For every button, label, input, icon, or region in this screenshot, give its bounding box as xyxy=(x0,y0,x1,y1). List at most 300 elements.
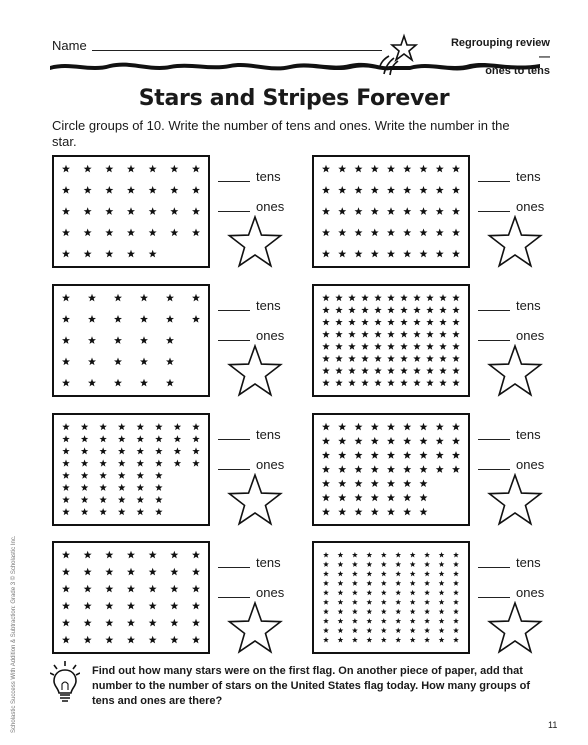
star-mark xyxy=(395,599,401,604)
star-mark xyxy=(403,423,411,431)
star-mark xyxy=(322,186,330,194)
star-mark xyxy=(62,602,70,610)
star-mark xyxy=(81,460,88,467)
star-mark xyxy=(371,229,379,237)
star-mark xyxy=(322,250,330,258)
star-mark xyxy=(387,294,394,301)
star-mark xyxy=(361,379,368,386)
star-mark xyxy=(137,484,144,491)
star-mark xyxy=(400,367,407,374)
star-mark xyxy=(453,571,459,576)
star-mark xyxy=(62,315,70,323)
star-mark xyxy=(413,331,420,338)
star-mark xyxy=(192,186,200,194)
star-mark xyxy=(62,207,70,215)
star-mark xyxy=(361,318,368,325)
star-mark xyxy=(436,165,444,173)
star-mark xyxy=(140,336,148,344)
star-mark xyxy=(99,447,106,454)
star-mark xyxy=(348,367,355,374)
star-mark xyxy=(322,465,330,473)
problem-6-stars xyxy=(314,415,468,524)
star-mark xyxy=(453,628,459,633)
star-mark xyxy=(387,423,395,431)
star-mark xyxy=(436,465,444,473)
star-mark xyxy=(166,315,174,323)
star-mark xyxy=(381,628,387,633)
star-mark xyxy=(62,472,69,479)
star-mark xyxy=(170,186,178,194)
star-mark xyxy=(62,496,69,503)
star-mark xyxy=(452,331,459,338)
star-mark xyxy=(323,618,329,623)
problem-5-tens-blank[interactable] xyxy=(218,439,250,440)
star-mark xyxy=(420,479,428,487)
star-outline-icon[interactable] xyxy=(486,215,544,269)
star-mark xyxy=(62,250,70,258)
star-mark xyxy=(439,637,445,642)
star-mark xyxy=(420,250,428,258)
star-mark xyxy=(355,423,363,431)
star-mark xyxy=(439,306,446,313)
problem-4-ones-label: ones xyxy=(516,328,545,343)
star-mark xyxy=(424,590,430,595)
problem-4-ones-blank[interactable] xyxy=(478,340,510,341)
star-mark xyxy=(400,306,407,313)
star-mark xyxy=(426,318,433,325)
star-mark xyxy=(381,599,387,604)
star-mark xyxy=(436,186,444,194)
star-mark xyxy=(374,343,381,350)
star-mark xyxy=(439,294,446,301)
star-mark xyxy=(140,294,148,302)
star-mark xyxy=(84,229,92,237)
problem-8-tens-blank[interactable] xyxy=(478,567,510,568)
star-mark xyxy=(453,599,459,604)
star-mark xyxy=(62,636,70,644)
problem-8-ones-blank[interactable] xyxy=(478,597,510,598)
star-mark xyxy=(192,602,200,610)
star-mark xyxy=(137,496,144,503)
problem-1-ones-blank[interactable] xyxy=(218,211,250,212)
star-mark xyxy=(170,602,178,610)
star-mark xyxy=(322,379,329,386)
star-mark xyxy=(452,423,460,431)
star-mark xyxy=(452,229,460,237)
star-mark xyxy=(352,599,358,604)
star-outline-icon[interactable] xyxy=(226,601,284,655)
star-mark xyxy=(439,355,446,362)
star-mark xyxy=(335,355,342,362)
star-mark xyxy=(403,451,411,459)
star-mark xyxy=(99,496,106,503)
problem-4-star-box[interactable] xyxy=(312,284,470,397)
star-mark xyxy=(192,636,200,644)
problem-1-star-box[interactable] xyxy=(52,155,210,268)
star-mark xyxy=(322,494,330,502)
star-mark xyxy=(410,628,416,633)
problem-2-ones-label: ones xyxy=(516,199,545,214)
star-mark xyxy=(420,437,428,445)
star-mark xyxy=(436,437,444,445)
star-mark xyxy=(149,585,157,593)
star-mark xyxy=(149,636,157,644)
star-mark xyxy=(410,552,416,557)
star-mark xyxy=(322,331,329,338)
star-mark xyxy=(114,379,122,387)
star-mark xyxy=(387,207,395,215)
name-line[interactable] xyxy=(92,50,382,51)
star-mark xyxy=(174,435,181,442)
star-mark xyxy=(192,294,200,302)
star-mark xyxy=(62,551,70,559)
star-mark xyxy=(140,315,148,323)
star-mark xyxy=(149,165,157,173)
star-mark xyxy=(424,628,430,633)
star-mark xyxy=(118,423,125,430)
problem-3-ones-label: ones xyxy=(256,328,285,343)
star-mark xyxy=(420,508,428,516)
star-mark xyxy=(371,437,379,445)
star-mark xyxy=(338,628,344,633)
star-mark xyxy=(413,294,420,301)
star-mark xyxy=(381,637,387,642)
star-mark xyxy=(118,472,125,479)
star-mark xyxy=(387,306,394,313)
star-mark xyxy=(338,618,344,623)
star-mark xyxy=(81,423,88,430)
star-mark xyxy=(62,508,69,515)
star-mark xyxy=(338,508,346,516)
star-mark xyxy=(155,460,162,467)
star-mark xyxy=(105,636,113,644)
star-mark xyxy=(439,343,446,350)
problem-6-star-box[interactable] xyxy=(312,413,470,526)
star-mark xyxy=(420,229,428,237)
star-mark xyxy=(348,306,355,313)
star-mark xyxy=(403,229,411,237)
star-mark xyxy=(395,561,401,566)
star-mark xyxy=(84,636,92,644)
star-mark xyxy=(374,331,381,338)
star-mark xyxy=(355,465,363,473)
star-mark xyxy=(387,331,394,338)
star-mark xyxy=(338,590,344,595)
star-mark xyxy=(403,494,411,502)
star-mark xyxy=(338,465,346,473)
star-mark xyxy=(127,619,135,627)
problem-4-tens-blank[interactable] xyxy=(478,310,510,311)
star-mark xyxy=(323,590,329,595)
star-mark xyxy=(387,229,395,237)
star-mark xyxy=(352,580,358,585)
star-mark xyxy=(413,306,420,313)
star-mark xyxy=(381,561,387,566)
problem-6-ones-blank[interactable] xyxy=(478,469,510,470)
star-outline-icon[interactable] xyxy=(226,344,284,398)
star-mark xyxy=(155,472,162,479)
star-mark xyxy=(400,294,407,301)
star-mark xyxy=(348,331,355,338)
star-mark xyxy=(439,552,445,557)
star-mark xyxy=(439,318,446,325)
star-mark xyxy=(400,331,407,338)
star-mark xyxy=(62,619,70,627)
star-outline-icon[interactable] xyxy=(486,601,544,655)
star-mark xyxy=(155,423,162,430)
problem-7-ones-label: ones xyxy=(256,585,285,600)
star-mark xyxy=(410,599,416,604)
star-mark xyxy=(338,186,346,194)
star-mark xyxy=(374,318,381,325)
star-mark xyxy=(410,637,416,642)
star-mark xyxy=(127,207,135,215)
star-mark xyxy=(400,318,407,325)
topic-line-1: Regrouping review— xyxy=(450,37,550,63)
star-mark xyxy=(338,609,344,614)
star-mark xyxy=(62,423,69,430)
star-mark xyxy=(424,637,430,642)
star-mark xyxy=(118,447,125,454)
star-mark xyxy=(323,599,329,604)
star-mark xyxy=(62,568,70,576)
problem-2-ones-blank[interactable] xyxy=(478,211,510,212)
star-mark xyxy=(62,460,69,467)
star-mark xyxy=(149,229,157,237)
star-mark xyxy=(166,379,174,387)
star-mark xyxy=(88,315,96,323)
star-mark xyxy=(452,294,459,301)
star-mark xyxy=(192,435,199,442)
star-mark xyxy=(170,636,178,644)
star-mark xyxy=(453,580,459,585)
star-mark xyxy=(338,479,346,487)
star-mark xyxy=(452,186,460,194)
star-mark xyxy=(352,590,358,595)
star-mark xyxy=(424,552,430,557)
star-mark xyxy=(338,637,344,642)
star-mark xyxy=(322,508,330,516)
star-mark xyxy=(174,423,181,430)
star-mark xyxy=(439,599,445,604)
problem-3-star-box[interactable] xyxy=(52,284,210,397)
problem-3-ones-blank[interactable] xyxy=(218,340,250,341)
star-outline-icon[interactable] xyxy=(486,344,544,398)
problem-1-stars xyxy=(54,157,208,266)
star-mark xyxy=(99,460,106,467)
star-mark xyxy=(355,437,363,445)
star-mark xyxy=(192,165,200,173)
problem-5-tens-label: tens xyxy=(256,427,281,442)
star-mark xyxy=(118,484,125,491)
star-mark xyxy=(140,358,148,366)
star-mark xyxy=(137,447,144,454)
star-mark xyxy=(127,585,135,593)
star-mark xyxy=(453,637,459,642)
star-mark xyxy=(105,165,113,173)
star-mark xyxy=(361,331,368,338)
star-mark xyxy=(322,165,330,173)
instructions: Circle groups of 10. Write the number of tens and ones. Write the number in the star. xyxy=(52,118,510,149)
star-mark xyxy=(436,423,444,431)
star-mark xyxy=(192,447,199,454)
problem-2-star-box[interactable] xyxy=(312,155,470,268)
problem-1-ones-label: ones xyxy=(256,199,285,214)
star-mark xyxy=(355,451,363,459)
star-mark xyxy=(426,331,433,338)
problem-7-tens-blank[interactable] xyxy=(218,567,250,568)
star-mark xyxy=(118,508,125,515)
star-mark xyxy=(374,379,381,386)
star-mark xyxy=(371,479,379,487)
star-mark xyxy=(105,602,113,610)
problem-3-tens-blank[interactable] xyxy=(218,310,250,311)
page-title: Stars and Stripes Forever xyxy=(138,86,450,111)
star-mark xyxy=(323,580,329,585)
star-mark xyxy=(400,343,407,350)
star-mark xyxy=(403,465,411,473)
star-mark xyxy=(322,479,330,487)
star-mark xyxy=(452,437,460,445)
star-mark xyxy=(355,207,363,215)
star-mark xyxy=(387,318,394,325)
star-mark xyxy=(387,355,394,362)
star-mark xyxy=(371,423,379,431)
star-mark xyxy=(355,250,363,258)
star-mark xyxy=(424,571,430,576)
star-mark xyxy=(81,472,88,479)
star-mark xyxy=(322,294,329,301)
star-mark xyxy=(338,165,346,173)
problem-8-star-box[interactable] xyxy=(312,541,470,654)
star-mark xyxy=(127,551,135,559)
star-mark xyxy=(335,318,342,325)
star-outline-icon[interactable] xyxy=(226,215,284,269)
star-mark xyxy=(114,294,122,302)
star-mark xyxy=(452,451,460,459)
star-mark xyxy=(395,552,401,557)
problem-4-tens-label: tens xyxy=(516,298,541,313)
star-mark xyxy=(439,628,445,633)
star-mark xyxy=(99,508,106,515)
star-outline-icon[interactable] xyxy=(226,473,284,527)
star-mark xyxy=(84,551,92,559)
problem-5-ones-blank[interactable] xyxy=(218,469,250,470)
star-mark xyxy=(452,318,459,325)
problem-6-tens-label: tens xyxy=(516,427,541,442)
side-credit: Scholastic Success With Addition & Subtraction: Grade 3 © Scholastic Inc. xyxy=(11,535,17,733)
star-mark xyxy=(361,367,368,374)
star-mark xyxy=(403,186,411,194)
star-mark xyxy=(439,618,445,623)
star-mark xyxy=(338,437,346,445)
star-mark xyxy=(62,379,70,387)
star-mark xyxy=(352,618,358,623)
star-mark xyxy=(355,229,363,237)
star-mark xyxy=(361,306,368,313)
star-mark xyxy=(118,460,125,467)
problem-7-ones-blank[interactable] xyxy=(218,597,250,598)
topic-line-2: ones to tens xyxy=(485,65,550,77)
star-mark xyxy=(371,508,379,516)
star-mark xyxy=(170,551,178,559)
star-mark xyxy=(387,479,395,487)
star-mark xyxy=(170,619,178,627)
star-mark xyxy=(424,618,430,623)
star-mark xyxy=(366,628,372,633)
star-mark xyxy=(155,447,162,454)
star-mark xyxy=(348,318,355,325)
star-mark xyxy=(62,358,70,366)
star-mark xyxy=(453,590,459,595)
star-mark xyxy=(374,367,381,374)
star-mark xyxy=(149,551,157,559)
star-mark xyxy=(439,590,445,595)
star-mark xyxy=(403,207,411,215)
star-mark xyxy=(403,508,411,516)
problem-2-stars xyxy=(314,157,468,266)
star-mark xyxy=(355,494,363,502)
star-mark xyxy=(410,590,416,595)
star-mark xyxy=(84,207,92,215)
problem-6-tens-blank[interactable] xyxy=(478,439,510,440)
star-mark xyxy=(366,618,372,623)
star-mark xyxy=(424,599,430,604)
star-mark xyxy=(192,423,199,430)
star-mark xyxy=(348,294,355,301)
problem-5-star-box[interactable] xyxy=(52,413,210,526)
star-mark xyxy=(105,229,113,237)
star-mark xyxy=(439,609,445,614)
star-mark xyxy=(155,435,162,442)
problem-4-stars xyxy=(314,286,468,395)
problem-1-tens-blank[interactable] xyxy=(218,181,250,182)
star-mark xyxy=(413,367,420,374)
star-mark xyxy=(323,609,329,614)
star-mark xyxy=(420,494,428,502)
star-mark xyxy=(88,336,96,344)
star-mark xyxy=(403,165,411,173)
star-mark xyxy=(387,250,395,258)
star-mark xyxy=(62,585,70,593)
bonus-question: Find out how many stars were on the first flag. On another piece of paper, add that number to the number of stars on the United States flag today. How many groups of tens and ones are there? xyxy=(92,665,530,707)
star-mark xyxy=(84,619,92,627)
star-mark xyxy=(335,306,342,313)
problem-8-tens-label: tens xyxy=(516,555,541,570)
star-mark xyxy=(81,484,88,491)
star-mark xyxy=(192,551,200,559)
star-mark xyxy=(387,367,394,374)
star-mark xyxy=(366,580,372,585)
star-mark xyxy=(338,599,344,604)
star-mark xyxy=(395,637,401,642)
star-mark xyxy=(420,207,428,215)
star-mark xyxy=(355,186,363,194)
star-mark xyxy=(149,619,157,627)
star-mark xyxy=(155,496,162,503)
star-mark xyxy=(403,437,411,445)
problem-2-tens-blank[interactable] xyxy=(478,181,510,182)
star-mark xyxy=(149,602,157,610)
star-outline-icon[interactable] xyxy=(486,473,544,527)
star-mark xyxy=(99,423,106,430)
star-mark xyxy=(413,318,420,325)
star-mark xyxy=(84,602,92,610)
problem-7-star-box[interactable] xyxy=(52,541,210,654)
star-mark xyxy=(170,207,178,215)
star-mark xyxy=(420,423,428,431)
star-mark xyxy=(403,479,411,487)
